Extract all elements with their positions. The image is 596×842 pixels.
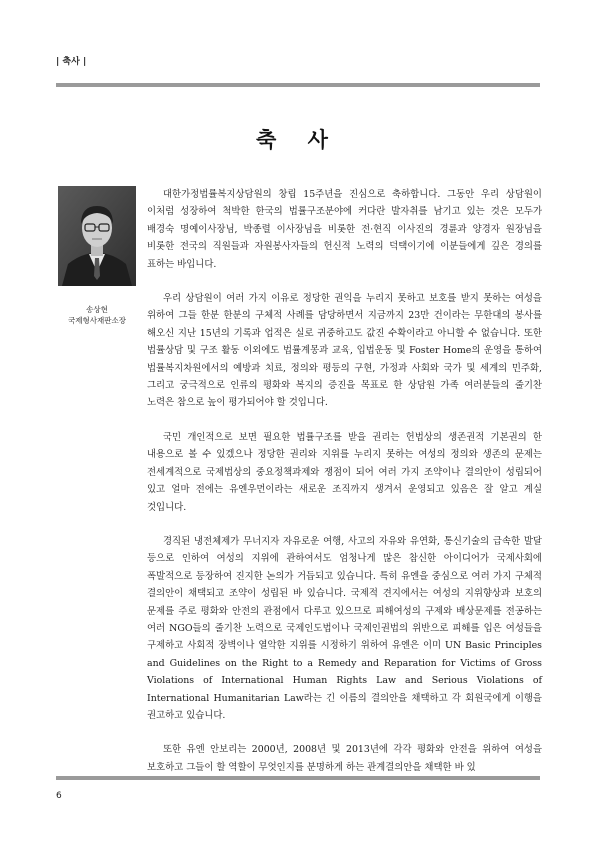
page-title: 축 사 <box>256 128 340 152</box>
page-number: 6 <box>56 791 62 801</box>
paragraph: 대한가정법률복지상담원의 창립 15주년을 진심으로 축하합니다. 그동안 우리 상담원이 이처럼 성장하여 척박한 한국의 법률구조분야에 커다란 발자취를 남기고 있는 것은 모두가 배경숙 명예이사장님, 박종렬 이사장님을 비롯한 전·현직 이사진의 경륜과 양경자 원장님을 비롯한 전국의 직원들과 자원봉사자들의 헌신적 노력의 덕택이기에 이분들에게 깊은 경의를 표하는 바입니다. <box>147 189 542 270</box>
author-portrait <box>58 186 136 286</box>
bottom-divider <box>56 776 540 780</box>
paragraph: 경직된 냉전체제가 무너지자 자유로운 여행, 사고의 자유와 유연화, 통신기술의 급속한 발달 등으로 인하여 여성의 지위에 관하여서도 엄청나게 많은 참신한 아이디어가 국제사회에 폭발적으로 등장하여 진지한 논의가 거듭되고 있습니다. 특히 유엔을 중심으로 여러 가지 구체적 결의안이 채택되고 조약이 성립된 바 있습니다. 국제적 견지에서는 여성의 지위향상과 보호의 문제를 주로 평화와 안전의 관점에서 다루고 있으므로 피해여성의 구제와 배상문제를 전공하는 여러 NGO들의 줄기찬 노력으로 국제인도법이나 국제인권법의 위반으로 피해를 입은 여성들을 구제하고 사회적 장벽이나 열악한 지위를 시정하기 위하여 유엔은 이미 UN Basic Principles and Guidelines on the Right to a Remedy and Reparation for Victims of Gross Violations of International Human Rights Law and Serious Violations of International Humanitarian Law라는 긴 이름의 결의안을 채택하고 각 회원국에게 이행을 권고하고 있습니다. <box>147 535 542 721</box>
body-text <box>147 186 542 793</box>
paragraph: 또한 유엔 안보리는 2000년, 2008년 및 2013년에 각각 평화와 안전을 위하여 여성을 보호하고 그들이 할 역할이 무엇인지를 분명하게 하는 관계결의안을 채택한 바 있 <box>147 744 542 773</box>
paragraph: 우리 상담원이 여러 가지 이유로 정당한 권익을 누리지 못하고 보호를 받지 못하는 여성을 위하여 그들 한분 한분의 구체적 사례를 담당하면서 지금까지 23만 건이라는 무한대의 봉사를 해오신 지난 15년의 기록과 업적은 실로 귀중하고도 값진 수확이라고 아니할 수 없습니다. 또한 법률상담 및 구조 활동 이외에도 법률계몽과 교육, 입법운동 및 Foster Home의 운영을 통하여 법률복지차원에서의 예방과 치료, 정의와 평등의 구현, 가정과 사회와 국가 및 세계의 민주화, 그리고 궁극적으로 인류의 평화와 복지의 증진을 목표로 한 상담원 가족 여러분들의 줄기찬 노력은 참으로 높이 평가되어야 할 것입니다. <box>147 293 542 409</box>
paragraph: 국민 개인적으로 보면 필요한 법률구조를 받을 권리는 헌법상의 생존권적 기본권의 한 내용으로 볼 수 있겠으나 정당한 권리와 지위를 누리지 못하는 여성의 정의와 생존의 문제는 전세계적으로 국제법상의 중요정책과제와 쟁점이 되어 여러 가지 조약이나 결의안이 성립되어 있고 얼마 전에는 유엔우먼이라는 새로운 조직까지 생겨서 운영되고 있음은 잘 알고 계실 것입니다. <box>147 431 542 513</box>
author-affiliation: 국제형사재판소장 <box>68 316 126 325</box>
author-name: 송상현 <box>86 305 108 314</box>
top-divider <box>56 83 540 87</box>
author-caption <box>50 304 144 326</box>
section-tag: | 축사 | <box>56 57 87 67</box>
